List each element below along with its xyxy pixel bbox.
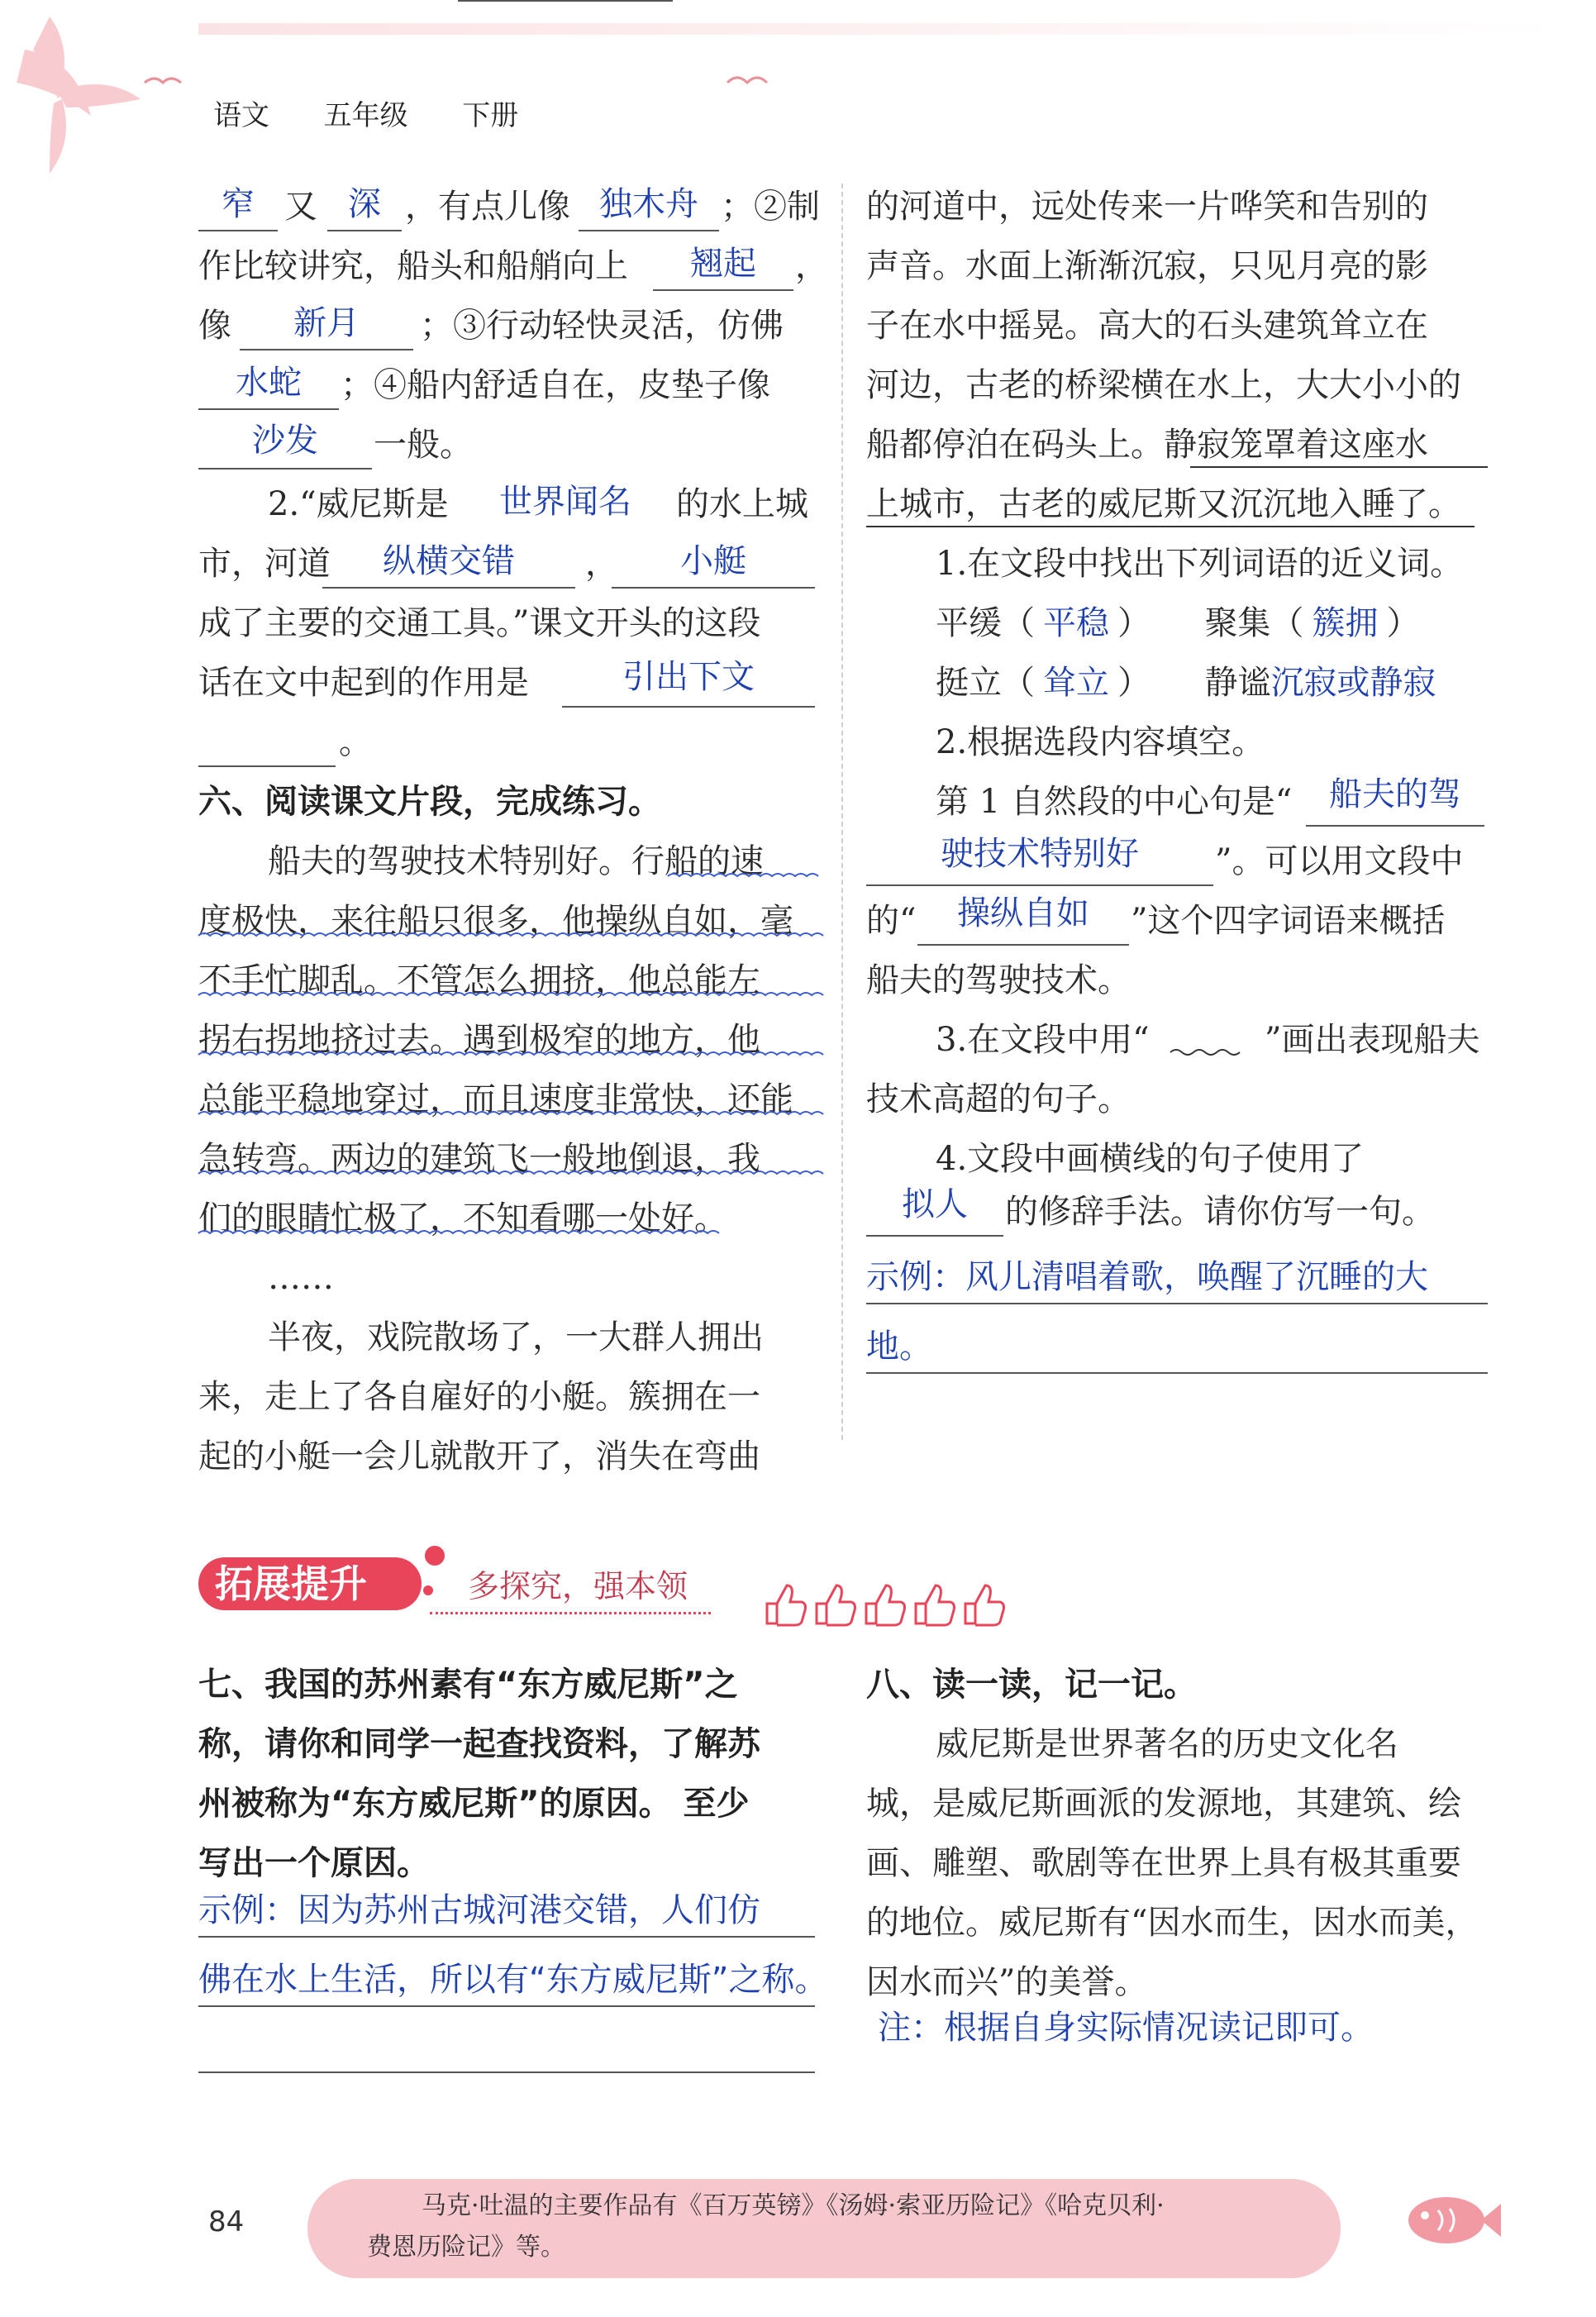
answer-sofa: 沙发 <box>252 422 318 460</box>
wavy-underline <box>198 1112 823 1114</box>
wavy-underline <box>198 933 823 936</box>
section-6-title: 六、阅读课文片段，完成练习。 <box>198 783 661 821</box>
wavy-underline <box>198 993 823 995</box>
text-line: 话在文中起到的作用是 <box>198 664 529 702</box>
text-line: 。 <box>339 723 372 761</box>
passage-line: 不手忙脚乱。不管怎么拥挤，他总能左 <box>198 961 760 999</box>
wavy-line-symbol <box>1169 1046 1243 1058</box>
reading-line: 城，是威尼斯画派的发源地，其建筑、绘 <box>866 1785 1461 1823</box>
section-7-text: 七、我国的苏州素有“东方威尼斯”之 <box>198 1666 738 1704</box>
passage-line: 上城市，古老的威尼斯又沉沉地入睡了。 <box>866 485 1461 523</box>
text-line: 2.“威尼斯是 <box>268 485 449 523</box>
reading-line: 的地位。威尼斯有“因水而生，因水而美， <box>866 1904 1479 1942</box>
answer-central-sentence-a: 船夫的驾 <box>1329 775 1461 813</box>
answer-narrow: 窄 <box>222 185 255 223</box>
question-2: 2.根据选段内容填空。 <box>936 723 1265 761</box>
section-7-text: 州被称为“东方威尼斯”的原因。 至少 <box>198 1785 750 1823</box>
banner-title: 拓展提升 <box>215 1561 367 1606</box>
passage-line: 来，走上了各自雇好的小艇。簇拥在一 <box>198 1378 760 1416</box>
text-line: ；③行动轻快灵活，仿佛 <box>420 307 784 345</box>
footer-tip-line-2: 费恩历险记》等。 <box>367 2233 565 2262</box>
reading-line: 威尼斯是世界著名的历史文化名 <box>936 1725 1398 1763</box>
passage-line: 急转弯。两边的建筑飞一般地倒退，我 <box>198 1140 760 1178</box>
text-line: ”这个四字词语来概括 <box>1131 902 1446 940</box>
passage-line: 子在水中摇晃。高大的石头建筑耸立在 <box>866 307 1428 345</box>
answer-deep: 深 <box>348 185 381 223</box>
answer-new-moon: 新月 <box>293 304 360 342</box>
text-line: 的修辞手法。请你仿写一句。 <box>1005 1193 1435 1231</box>
section-8-title: 八、读一读，记一记。 <box>866 1666 1197 1704</box>
passage-line: 船都停泊在码头上。静寂笼罩着这座水 <box>866 426 1428 464</box>
question-4: 4.文段中画横线的句子使用了 <box>936 1140 1365 1178</box>
wavy-underline <box>668 874 818 876</box>
banner-dots <box>420 1542 453 1617</box>
wavy-underline <box>198 1171 823 1174</box>
text-line: 又 <box>284 188 317 226</box>
passage-line: 度极快，来往船只很多，他操纵自如，毫 <box>198 902 793 940</box>
section-7-answer-1: 示例：因为苏州古城河港交错，人们仿 <box>198 1891 760 1929</box>
passage-line: 起的小艇一会儿就散开了，消失在弯曲 <box>198 1437 760 1476</box>
section-7-text: 称，请你和同学一起查找资料，了解苏 <box>198 1725 760 1763</box>
passage-line: 半夜，戏院散场了，一大群人拥出 <box>268 1318 764 1356</box>
answer-introduce: 引出下文 <box>622 658 755 696</box>
answer-personification: 拟人 <box>902 1185 968 1223</box>
expansion-banner <box>198 1549 422 1617</box>
answer-example-sentence-2: 地。 <box>866 1328 932 1366</box>
thumbs-up-icons <box>760 1571 1025 1628</box>
wavy-underline <box>198 1231 719 1233</box>
text-line: ”。可以用文段中 <box>1215 842 1464 880</box>
text-line: 市，河道 <box>198 545 331 583</box>
text-line: 的水上城 <box>676 485 808 523</box>
answer-crisscross: 纵横交错 <box>383 542 515 580</box>
passage-line: 拐右拐地挤过去。遇到极窄的地方，他 <box>198 1021 760 1059</box>
banner-slogan: 多探究，强本领 <box>468 1568 688 1604</box>
wavy-underline <box>198 1052 823 1055</box>
text-line: ，有点儿像 <box>405 188 570 226</box>
reading-line: 画、雕塑、歌剧等在世界上具有极其重要 <box>866 1844 1461 1882</box>
passage-line: 河边，古老的桥梁横在水上，大大小小的 <box>866 366 1461 404</box>
passage-line: 的河道中，远处传来一片哗笑和告别的 <box>866 188 1428 226</box>
passage-line: 总能平稳地穿过，而且速度非常快，还能 <box>198 1080 793 1118</box>
footer-tip-line-1: 马克·吐温的主要作品有《百万英镑》《汤姆·索亚历险记》《哈克贝利· <box>422 2191 1165 2220</box>
passage-line: 声音。水面上渐渐沉寂，只见月亮的影 <box>866 247 1428 285</box>
q1-row-a: 平缓（ 平稳 ） 聚集（ 簇拥 ） <box>936 604 1420 642</box>
ellipsis: …… <box>268 1259 334 1297</box>
passage-line: 们的眼睛忙极了，不知看哪一处好。 <box>198 1199 727 1237</box>
answer-central-sentence-b: 驶技术特别好 <box>941 835 1139 873</box>
text-line: 成了主要的交通工具。”课文开头的这段 <box>198 604 761 642</box>
section-7-text: 写出一个原因。 <box>198 1844 430 1882</box>
answer-world-famous: 世界闻名 <box>499 483 631 521</box>
text-line: 技术高超的句子。 <box>866 1080 1131 1118</box>
text-line: ， <box>795 247 828 285</box>
text-line: ；④船内舒适自在，皮垫子像 <box>341 366 770 404</box>
answer-four-char-word: 操纵自如 <box>957 894 1089 932</box>
text-line: 船夫的驾驶技术。 <box>866 961 1131 999</box>
answer-water-snake: 水蛇 <box>236 364 302 402</box>
answer-canoe: 独木舟 <box>599 185 698 223</box>
answer-gondola: 小艇 <box>680 542 746 580</box>
text-line: 第 1 自然段的中心句是“ <box>936 783 1293 821</box>
header-volume: 下册 <box>462 99 519 132</box>
q1-row-b: 挺立（ 耸立 ） 静谧沉寂或静寂 <box>936 664 1436 702</box>
header-grade: 五年级 <box>323 99 408 132</box>
question-1: 1.在文段中找出下列词语的近义词。 <box>936 545 1464 583</box>
text-line: 一般。 <box>374 426 473 464</box>
fish-icon <box>1389 2181 1504 2255</box>
answer-example-sentence-1: 示例：风儿清唱着歌，唤醒了沉睡的大 <box>866 1258 1428 1296</box>
text-line: 像 <box>198 307 231 345</box>
passage-line-1-pre: 船夫的驾驶技术特别好。行船的速 <box>268 842 764 880</box>
section-8-note: 注：根据自身实际情况读记即可。 <box>878 2009 1374 2047</box>
text-line: ；②制 <box>721 188 820 226</box>
text-line: 的“ <box>866 902 917 940</box>
text-line: 作比较讲究，船头和船艄向上 <box>198 247 628 285</box>
banner-underline <box>430 1612 711 1614</box>
page-number: 84 <box>208 2205 245 2238</box>
question-3: 3.在文段中用“ <box>936 1021 1150 1059</box>
header-subject: 语文 <box>213 99 269 132</box>
text-line: ”画出表现船夫 <box>1265 1021 1480 1059</box>
section-7-answer-2: 佛在水上生活，所以有“东方威尼斯”之称。 <box>198 1961 828 1999</box>
text-line: ， <box>585 545 618 583</box>
answer-upturned: 翘起 <box>690 245 756 283</box>
reading-line: 因水而兴”的美誉。 <box>866 1963 1148 2001</box>
